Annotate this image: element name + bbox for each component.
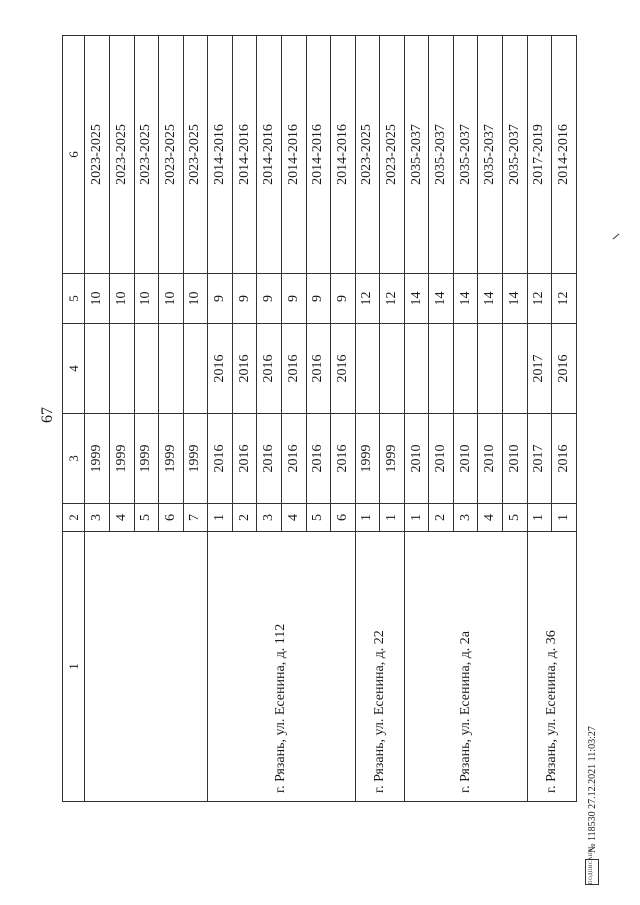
cell-c6: 2035-2037 [404, 36, 429, 274]
cell-c6: 2014-2016 [552, 36, 577, 274]
address-cell: г. Рязань, ул. Есенина, д. 112 [208, 532, 355, 802]
cell-c3: 2016 [331, 414, 356, 504]
cell-c2: 5 [306, 504, 331, 532]
cell-c4: 2016 [281, 324, 306, 414]
cell-c2: 4 [281, 504, 306, 532]
cell-c3: 2016 [232, 414, 257, 504]
cell-c3: 1999 [110, 414, 135, 504]
address-cell [85, 532, 208, 802]
table-row [355, 36, 380, 802]
table-row [85, 36, 110, 802]
cell-c3: 1999 [134, 414, 159, 504]
cell-c3: 2010 [404, 414, 429, 504]
cell-c5: 10 [110, 274, 135, 324]
cell-c4: 2016 [331, 324, 356, 414]
cell-c2: 6 [159, 504, 184, 532]
cell-c3: 2010 [429, 414, 454, 504]
housing-table [62, 35, 577, 802]
cell-c6: 2023-2025 [183, 36, 208, 274]
cell-c6: 2023-2025 [85, 36, 110, 274]
table-row [527, 36, 552, 802]
cell-c5: 10 [183, 274, 208, 324]
cell-c4: 2016 [306, 324, 331, 414]
cell-c6: 2014-2016 [331, 36, 356, 274]
cell-c6: 2035-2037 [453, 36, 478, 274]
header-cell-5: 5 [63, 274, 85, 324]
cell-c5: 10 [134, 274, 159, 324]
cell-c3: 2010 [453, 414, 478, 504]
cell-c2: 5 [503, 504, 528, 532]
document-table-wrapper [62, 36, 577, 802]
cell-c5: 12 [552, 274, 577, 324]
header-cell-1: 1 [63, 532, 85, 802]
header-cell-6: 6 [63, 36, 85, 274]
cell-c4 [355, 324, 380, 414]
cell-c2: 7 [183, 504, 208, 532]
cell-c4: 2016 [208, 324, 233, 414]
cell-c6: 2014-2016 [232, 36, 257, 274]
cell-c4 [110, 324, 135, 414]
cell-c5: 14 [478, 274, 503, 324]
cell-c4 [380, 324, 405, 414]
cell-c5: 12 [355, 274, 380, 324]
address-cell: г. Рязань, ул. Есенина, д. 2а [404, 532, 527, 802]
cell-c2: 6 [331, 504, 356, 532]
cell-c4 [503, 324, 528, 414]
cell-c3: 2010 [503, 414, 528, 504]
header-cell-3: 3 [63, 414, 85, 504]
address-cell: г. Рязань, ул. Есенина, д. 22 [355, 532, 404, 802]
cell-c4 [404, 324, 429, 414]
cell-c6: 2023-2025 [355, 36, 380, 274]
cell-c6: 2014-2016 [257, 36, 282, 274]
footer-signature [585, 726, 599, 885]
cell-c4: 2016 [232, 324, 257, 414]
pen-mark [613, 234, 620, 240]
cell-c4 [134, 324, 159, 414]
cell-c2: 1 [208, 504, 233, 532]
table-row [208, 36, 233, 802]
cell-c4 [478, 324, 503, 414]
cell-c5: 14 [429, 274, 454, 324]
document-reference: № 118530 27.12.2021 11:03:27 [586, 726, 598, 853]
cell-c6: 2023-2025 [110, 36, 135, 274]
cell-c2: 3 [85, 504, 110, 532]
cell-c2: 1 [404, 504, 429, 532]
cell-c2: 5 [134, 504, 159, 532]
cell-c5: 14 [404, 274, 429, 324]
cell-c2: 1 [355, 504, 380, 532]
cell-c4: 2017 [527, 324, 552, 414]
cell-c5: 12 [527, 274, 552, 324]
signature-stamp-icon: ПОДПИСАНО [585, 859, 599, 885]
cell-c5: 9 [281, 274, 306, 324]
cell-c2: 1 [552, 504, 577, 532]
cell-c6: 2035-2037 [503, 36, 528, 274]
cell-c5: 9 [232, 274, 257, 324]
cell-c4 [429, 324, 454, 414]
cell-c2: 1 [527, 504, 552, 532]
cell-c5: 14 [453, 274, 478, 324]
header-row [63, 36, 85, 802]
cell-c6: 2014-2016 [281, 36, 306, 274]
cell-c5: 9 [306, 274, 331, 324]
table-body [63, 36, 577, 802]
cell-c4: 2016 [552, 324, 577, 414]
cell-c3: 1999 [85, 414, 110, 504]
cell-c3: 1999 [380, 414, 405, 504]
page-number: 67 [39, 407, 56, 423]
cell-c3: 2016 [208, 414, 233, 504]
header-cell-4: 4 [63, 324, 85, 414]
cell-c4 [85, 324, 110, 414]
cell-c3: 2010 [478, 414, 503, 504]
cell-c5: 9 [257, 274, 282, 324]
cell-c2: 2 [429, 504, 454, 532]
cell-c2: 4 [110, 504, 135, 532]
cell-c4: 2016 [257, 324, 282, 414]
cell-c5: 9 [331, 274, 356, 324]
cell-c6: 2035-2037 [429, 36, 454, 274]
cell-c6: 2014-2016 [306, 36, 331, 274]
cell-c3: 1999 [355, 414, 380, 504]
address-cell: г. Рязань, ул. Есенина, д. 36 [527, 532, 576, 802]
cell-c3: 2016 [552, 414, 577, 504]
cell-c2: 3 [257, 504, 282, 532]
cell-c3: 1999 [183, 414, 208, 504]
cell-c6: 2014-2016 [208, 36, 233, 274]
cell-c3: 2016 [281, 414, 306, 504]
cell-c5: 12 [380, 274, 405, 324]
cell-c6: 2023-2025 [159, 36, 184, 274]
cell-c3: 2017 [527, 414, 552, 504]
cell-c5: 10 [85, 274, 110, 324]
cell-c5: 10 [159, 274, 184, 324]
cell-c4 [159, 324, 184, 414]
header-cell-2: 2 [63, 504, 85, 532]
cell-c6: 2017-2019 [527, 36, 552, 274]
cell-c6: 2023-2025 [380, 36, 405, 274]
cell-c2: 2 [232, 504, 257, 532]
cell-c3: 2016 [257, 414, 282, 504]
cell-c5: 9 [208, 274, 233, 324]
cell-c2: 1 [380, 504, 405, 532]
cell-c5: 14 [503, 274, 528, 324]
table-row [404, 36, 429, 802]
cell-c6: 2035-2037 [478, 36, 503, 274]
cell-c3: 1999 [159, 414, 184, 504]
cell-c2: 3 [453, 504, 478, 532]
cell-c2: 4 [478, 504, 503, 532]
cell-c3: 2016 [306, 414, 331, 504]
cell-c4 [453, 324, 478, 414]
cell-c6: 2023-2025 [134, 36, 159, 274]
cell-c4 [183, 324, 208, 414]
